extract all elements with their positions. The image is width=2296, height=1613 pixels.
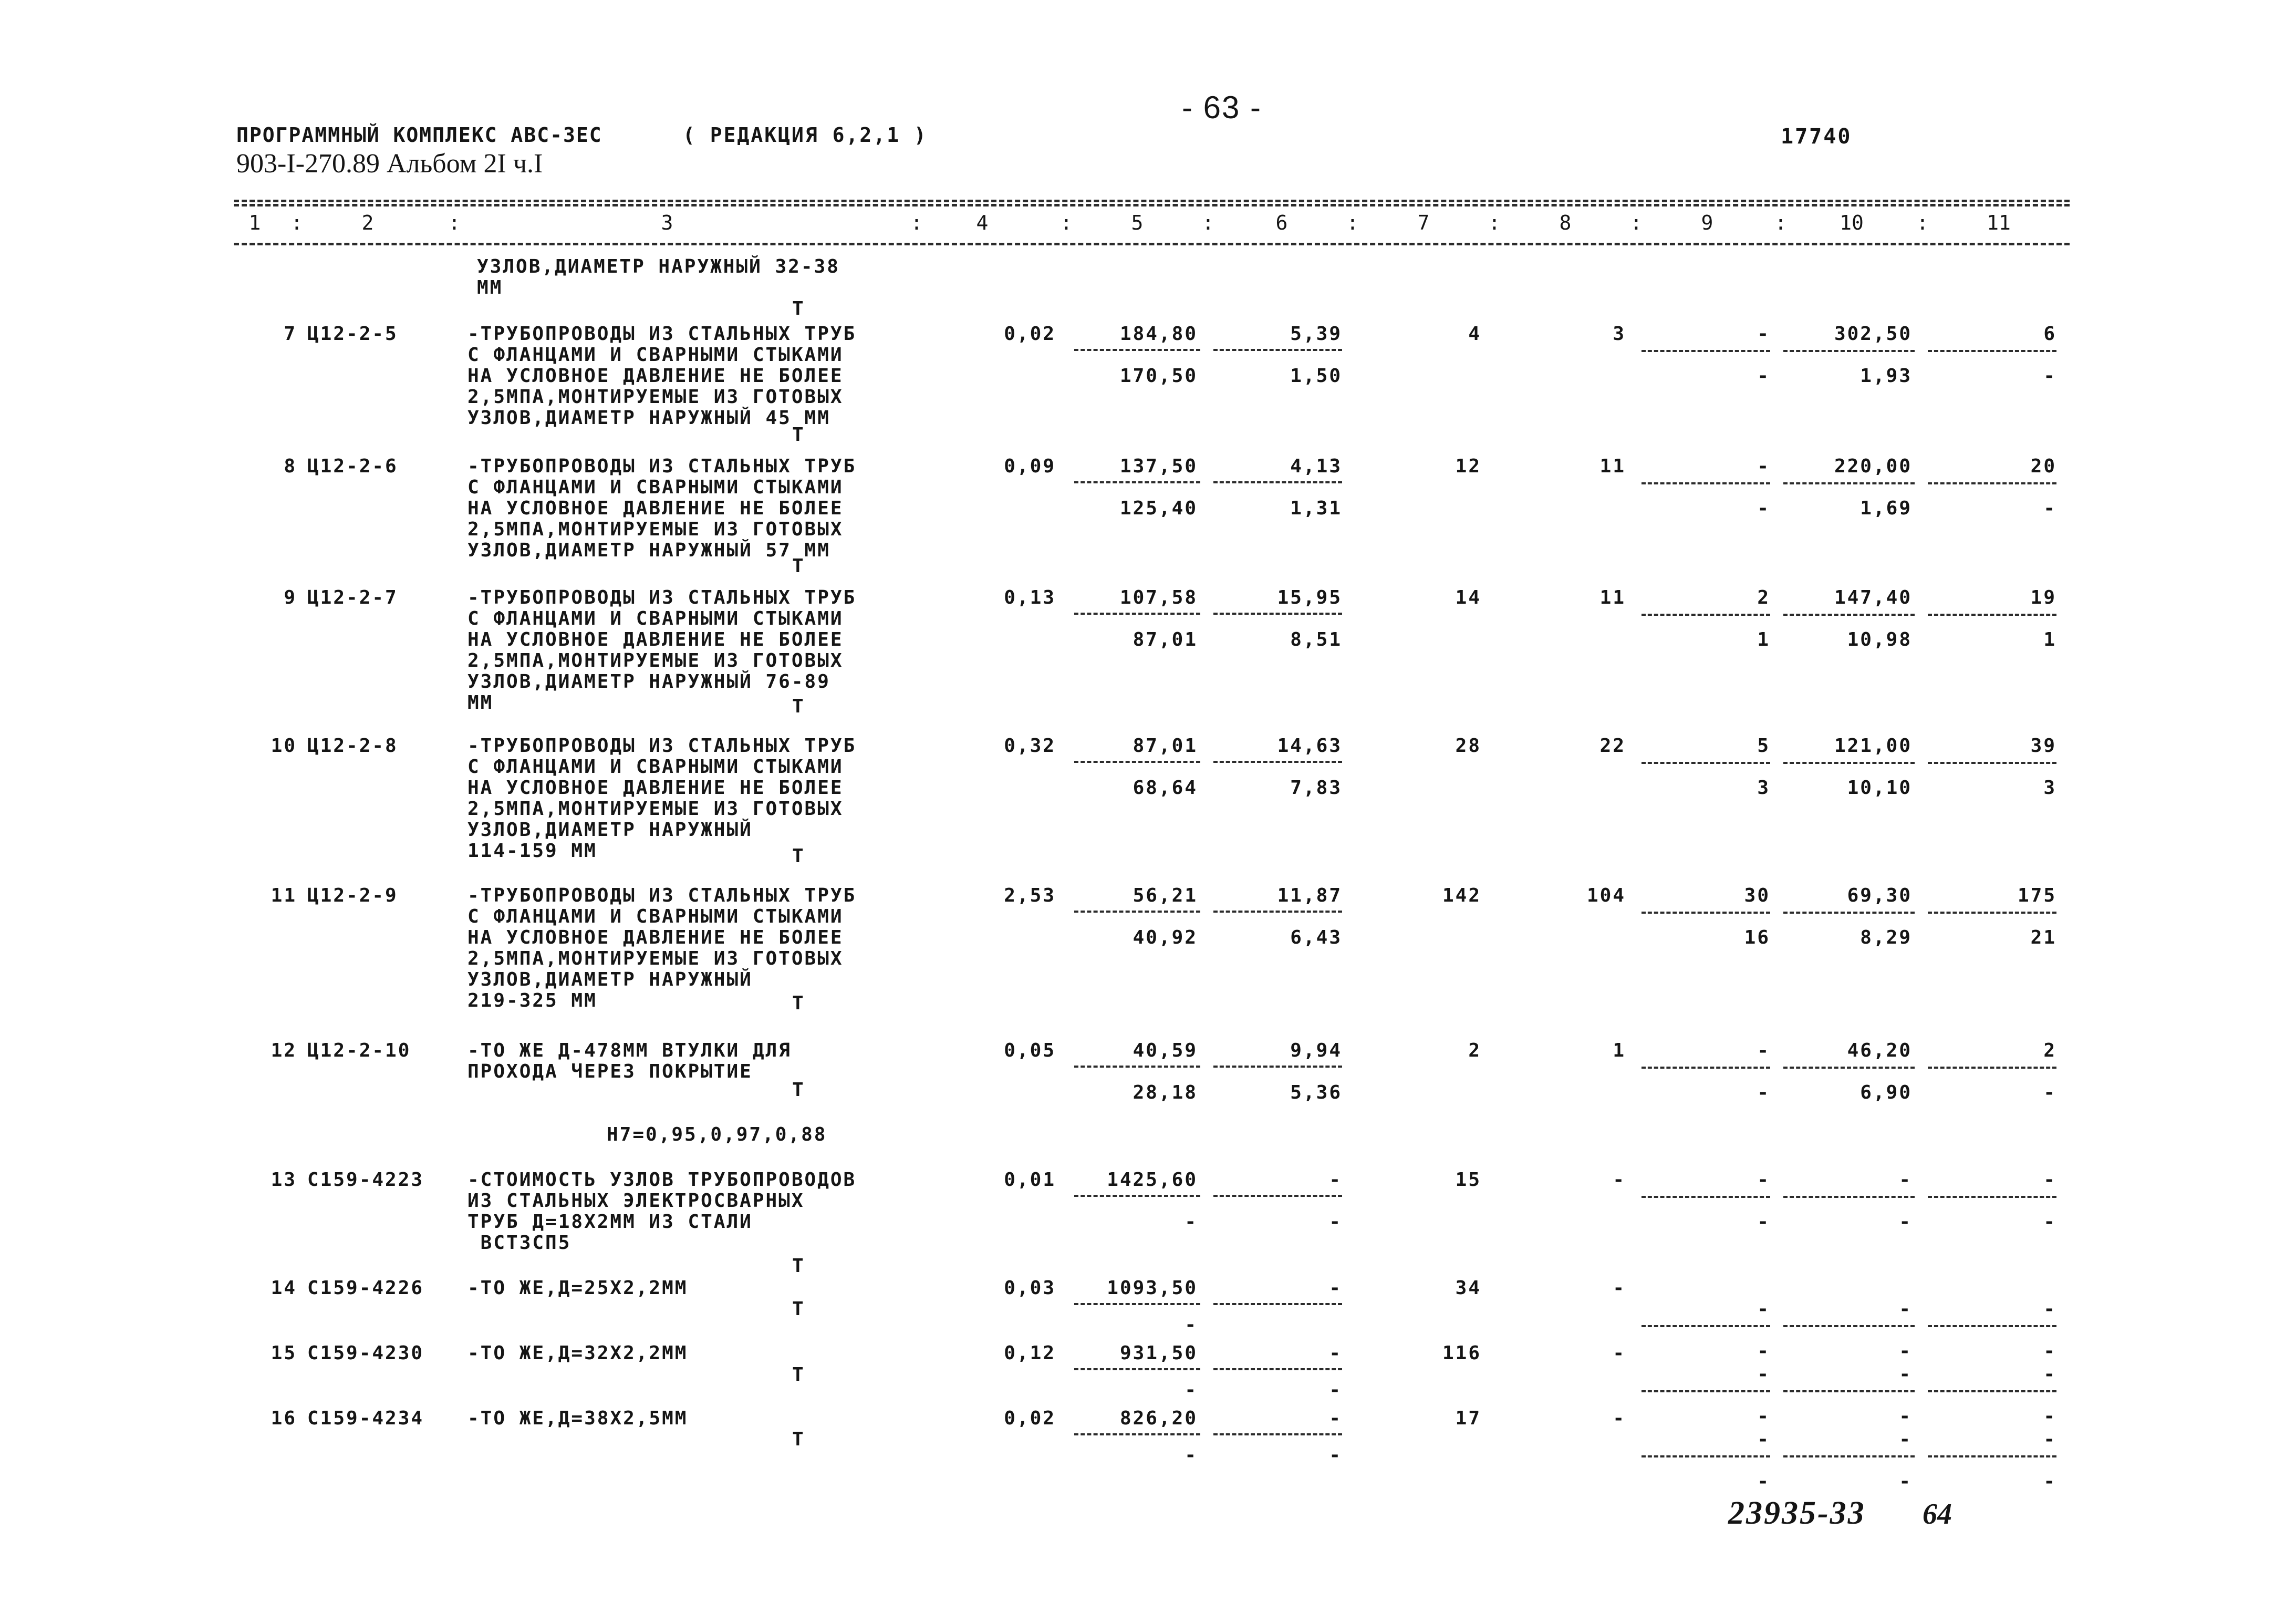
row-description-line: УЗЛОВ,ДИАМЕТР НАРУЖНЫЙ 57 ММ <box>467 540 830 561</box>
row-col5-bottom: 68,64 <box>1133 777 1198 799</box>
row-col11-top: - <box>2043 1169 2056 1191</box>
row-description-line: -ТРУБОПРОВОДЫ ИЗ СТАЛЬНЫХ ТРУБ <box>467 323 857 345</box>
row-number: 9 <box>284 587 297 608</box>
fraction-line-col5 <box>1074 481 1200 483</box>
fraction-line-col9 <box>1642 1196 1770 1198</box>
row-col11-bottom: - <box>2043 1211 2056 1233</box>
row-unit-mark: Т <box>792 845 804 867</box>
fraction-line-col9 <box>1642 350 1770 352</box>
row-number: 11 <box>271 885 297 906</box>
row-description-line: 2,5МПА,МОНТИРУЕМЫЕ ИЗ ГОТОВЫХ <box>467 519 844 540</box>
fraction-line-col11 <box>1928 614 2056 616</box>
row-col6-top: 15,95 <box>1277 587 1342 608</box>
row-col6-bottom: 5,36 <box>1290 1082 1342 1103</box>
row-number: 12 <box>271 1040 297 1061</box>
row-col9-top: 5 <box>1757 735 1770 757</box>
row-code: Ц12-2-8 <box>307 735 398 757</box>
row-code: Ц12-2-9 <box>307 885 398 906</box>
column-separator: : <box>448 211 461 234</box>
row-code: С159-4234 <box>307 1408 424 1429</box>
row-col6-top: 5,39 <box>1290 323 1342 345</box>
column-separator: : <box>1346 211 1359 234</box>
fraction-line-col10 <box>1783 1455 1915 1457</box>
row-col11-top: - <box>2043 1298 2056 1320</box>
fraction-line-col5 <box>1074 1433 1200 1435</box>
row-number: 10 <box>271 735 297 757</box>
fraction-line-col9 <box>1642 614 1770 616</box>
fraction-line-col5 <box>1074 1066 1200 1068</box>
row-col4: 0,01 <box>1004 1169 1056 1191</box>
fraction-line-col5 <box>1074 349 1200 351</box>
row-col10-bottom: - <box>1899 1340 1912 1362</box>
fraction-line-col11 <box>1928 1325 2056 1327</box>
row-col10-top: - <box>1899 1298 1912 1320</box>
row-col11-top: 39 <box>2030 735 2056 757</box>
fraction-line-col11 <box>1928 1455 2056 1457</box>
fraction-line-col11 <box>1928 912 2056 914</box>
row-col5-top: 1425,60 <box>1107 1169 1198 1191</box>
row-col5-bottom: 125,40 <box>1119 498 1198 519</box>
row-col11-bottom: 3 <box>2043 777 2056 799</box>
row-col6-bottom: 1,50 <box>1290 365 1342 387</box>
row-description-line: 2,5МПА,МОНТИРУЕМЫЕ ИЗ ГОТОВЫХ <box>467 948 844 969</box>
row-col8: 104 <box>1586 885 1626 906</box>
row-col5-top: 1093,50 <box>1107 1277 1198 1299</box>
row-col10-bottom: 10,98 <box>1847 629 1912 650</box>
column-header-6: 6 <box>1275 211 1288 234</box>
row-col4: 2,53 <box>1004 885 1056 906</box>
row-col10-bottom: 1,69 <box>1860 498 1912 519</box>
column-header-4: 4 <box>976 211 989 234</box>
row-description-line: -ТРУБОПРОВОДЫ ИЗ СТАЛЬНЫХ ТРУБ <box>467 587 857 608</box>
row-col6-bottom: - <box>1329 1211 1342 1233</box>
row-description-line: -ТРУБОПРОВОДЫ ИЗ СТАЛЬНЫХ ТРУБ <box>467 885 857 906</box>
row-col4: 0,32 <box>1004 735 1056 757</box>
row-description-line: НА УСЛОВНОЕ ДАВЛЕНИЕ НЕ БОЛЕЕ <box>467 629 844 650</box>
row-col6-bottom: - <box>1329 1379 1342 1401</box>
row-col9-bottom: - <box>1757 498 1770 519</box>
fraction-line-col9 <box>1642 762 1770 764</box>
continuation-line-2: ММ <box>477 277 503 298</box>
row-col11-bottom: 1 <box>2043 629 2056 650</box>
row-col6-top: 14,63 <box>1277 735 1342 757</box>
fraction-line-col10 <box>1783 482 1915 484</box>
row-col6-top: - <box>1329 1277 1342 1299</box>
row-col4: 0,12 <box>1004 1342 1056 1364</box>
row-unit-mark: Т <box>792 1255 804 1277</box>
row-col9-bottom: - <box>1757 365 1770 387</box>
row-col7: 116 <box>1442 1342 1481 1364</box>
row-col8: 1 <box>1613 1040 1626 1061</box>
row-code: С159-4226 <box>307 1277 424 1299</box>
row-col5-bottom: - <box>1185 1379 1198 1401</box>
row-col10-top: - <box>1899 1429 1912 1450</box>
row-description-line: ММ <box>467 692 494 714</box>
fraction-line-col10 <box>1783 762 1915 764</box>
row-col5-top: 137,50 <box>1119 456 1198 477</box>
album-reference: 903-I-270.89 Альбом 2I ч.I <box>236 149 543 179</box>
row-description-line: 114-159 ММ <box>467 840 597 862</box>
row-col8: 11 <box>1599 456 1626 477</box>
row-col11-bottom: - <box>2043 1405 2056 1427</box>
column-separator: : <box>1774 211 1787 234</box>
row-col4: 0,05 <box>1004 1040 1056 1061</box>
row-col5-bottom: - <box>1185 1444 1198 1466</box>
row-col5-bottom: - <box>1185 1211 1198 1233</box>
row-col10-bottom: 8,29 <box>1860 927 1912 948</box>
row-unit-mark: Т <box>792 1429 804 1450</box>
row-col10-top: - <box>1899 1363 1912 1385</box>
document-code: 17740 <box>1781 125 1852 149</box>
table-top-rule-2 <box>234 204 2070 206</box>
row-col5-top: 56,21 <box>1133 885 1198 906</box>
row-unit-mark: Т <box>792 424 804 446</box>
row-col8: - <box>1613 1169 1626 1191</box>
row-col5-top: 184,80 <box>1119 323 1198 345</box>
row-col5-top: 931,50 <box>1119 1342 1198 1364</box>
row-number: 14 <box>271 1277 297 1299</box>
fraction-line-col6 <box>1213 1066 1342 1068</box>
fraction-line-col5 <box>1074 613 1200 615</box>
row-col9-top: - <box>1757 1429 1770 1450</box>
fraction-line-col11 <box>1928 350 2056 352</box>
row-col10-top: 69,30 <box>1847 885 1912 906</box>
column-separator: : <box>1202 211 1214 234</box>
row-code: Ц12-2-6 <box>307 456 398 477</box>
row-description-line: -ТО ЖЕ Д-478ММ ВТУЛКИ ДЛЯ <box>467 1040 792 1061</box>
row-col7: 2 <box>1468 1040 1481 1061</box>
row-description-line: -ТО ЖЕ,Д=38Х2,5ММ <box>467 1408 688 1429</box>
continuation-line-1: УЗЛОВ,ДИАМЕТР НАРУЖНЫЙ 32-38 <box>477 256 840 277</box>
row-col9-bottom: - <box>1757 1405 1770 1427</box>
row-col9-top: 30 <box>1744 885 1770 906</box>
column-separator: : <box>910 211 923 234</box>
table-top-rule <box>234 200 2070 202</box>
fraction-line-col5 <box>1074 761 1200 763</box>
coefficient-note: Н7=0,95,0,97,0,88 <box>607 1124 827 1145</box>
fraction-line-col9 <box>1642 1067 1770 1069</box>
fraction-line-col10 <box>1783 614 1915 616</box>
row-col10-top: 46,20 <box>1847 1040 1912 1061</box>
row-code: Ц12-2-5 <box>307 323 398 345</box>
footer-document-number: 23935-33 <box>1728 1495 1866 1531</box>
fraction-line-col10 <box>1783 1196 1915 1198</box>
row-col7: 17 <box>1455 1408 1481 1429</box>
row-col9-top: - <box>1757 323 1770 345</box>
row-col11-top: 19 <box>2030 587 2056 608</box>
column-separator: : <box>1060 211 1073 234</box>
row-description-line: -ТРУБОПРОВОДЫ ИЗ СТАЛЬНЫХ ТРУБ <box>467 735 857 757</box>
row-col5-bottom: 87,01 <box>1133 629 1198 650</box>
row-number: 13 <box>271 1169 297 1191</box>
fraction-line-col11 <box>1928 482 2056 484</box>
row-col10-bottom: - <box>1899 1405 1912 1427</box>
row-description-line: -ТРУБОПРОВОДЫ ИЗ СТАЛЬНЫХ ТРУБ <box>467 456 857 477</box>
row-col10-top: 220,00 <box>1834 456 1912 477</box>
row-unit-mark: Т <box>792 1298 804 1320</box>
row-col8: 22 <box>1599 735 1626 757</box>
row-description-line: ИЗ СТАЛЬНЫХ ЭЛЕКТРОСВАРНЫХ <box>467 1190 805 1212</box>
fraction-line-col10 <box>1783 350 1915 352</box>
column-separator: : <box>1630 211 1643 234</box>
row-col6-top: - <box>1329 1342 1342 1364</box>
row-col11-top: - <box>2043 1363 2056 1385</box>
row-description-line: -ТО ЖЕ,Д=32Х2,2ММ <box>467 1342 688 1364</box>
row-col4: 0,13 <box>1004 587 1056 608</box>
program-name: ПРОГРАММНЫЙ КОМПЛЕКС АВС-3ЕС <box>236 123 602 147</box>
row-col8: 3 <box>1613 323 1626 345</box>
row-col9-bottom: 1 <box>1757 629 1770 650</box>
row-col11-bottom: - <box>2043 1082 2056 1103</box>
row-description-line: -СТОИМОСТЬ УЗЛОВ ТРУБОПРОВОДОВ <box>467 1169 857 1191</box>
row-col10-bottom: 6,90 <box>1860 1082 1912 1103</box>
row-col11-top: - <box>2043 1429 2056 1450</box>
row-description-line: 2,5МПА,МОНТИРУЕМЫЕ ИЗ ГОТОВЫХ <box>467 386 844 408</box>
fraction-line-col6 <box>1213 481 1342 483</box>
row-col11-top: 20 <box>2030 456 2056 477</box>
column-header-2: 2 <box>361 211 374 234</box>
row-col7: 4 <box>1468 323 1481 345</box>
row-col7: 28 <box>1455 735 1481 757</box>
row-col8: - <box>1613 1408 1626 1429</box>
row-col9-bottom: 3 <box>1757 777 1770 799</box>
row-col11-bottom: - <box>2043 1471 2056 1492</box>
row-unit-mark: Т <box>792 1079 804 1101</box>
row-unit-mark: Т <box>792 555 804 577</box>
row-col9-bottom: - <box>1757 1211 1770 1233</box>
row-col11-top: 6 <box>2043 323 2056 345</box>
column-separator: : <box>290 211 303 234</box>
row-col8: - <box>1613 1277 1626 1299</box>
row-description-line: 2,5МПА,МОНТИРУЕМЫЕ ИЗ ГОТОВЫХ <box>467 798 844 820</box>
fraction-line-col5 <box>1074 911 1200 913</box>
fraction-line-col6 <box>1213 1303 1342 1305</box>
edition-label: ( РЕДАКЦИЯ 6,2,1 ) <box>683 123 928 147</box>
row-col10-bottom: - <box>1899 1211 1912 1233</box>
row-description-line: 219-325 ММ <box>467 990 597 1011</box>
column-separator: : <box>1488 211 1501 234</box>
row-col9-top: - <box>1757 1040 1770 1061</box>
row-col10-bottom: 1,93 <box>1860 365 1912 387</box>
fraction-line-col11 <box>1928 1067 2056 1069</box>
row-description-line: С ФЛАНЦАМИ И СВАРНЫМИ СТЫКАМИ <box>467 906 844 927</box>
row-col5-top: 40,59 <box>1133 1040 1198 1061</box>
row-col10-top: 302,50 <box>1834 323 1912 345</box>
row-description-line: НА УСЛОВНОЕ ДАВЛЕНИЕ НЕ БОЛЕЕ <box>467 498 844 519</box>
row-col7: 14 <box>1455 587 1481 608</box>
fraction-line-col9 <box>1642 1455 1770 1457</box>
row-col9-top: 2 <box>1757 587 1770 608</box>
row-col9-top: - <box>1757 456 1770 477</box>
row-col9-bottom: 16 <box>1744 927 1770 948</box>
fraction-line-col5 <box>1074 1368 1200 1370</box>
fraction-line-col6 <box>1213 349 1342 351</box>
row-col9-top: - <box>1757 1169 1770 1191</box>
row-col6-bottom: 8,51 <box>1290 629 1342 650</box>
row-description-line: УЗЛОВ,ДИАМЕТР НАРУЖНЫЙ 76-89 <box>467 671 830 692</box>
fraction-line-col6 <box>1213 613 1342 615</box>
row-col5-top: 87,01 <box>1133 735 1198 757</box>
footer-sheet-number: 64 <box>1923 1498 1952 1531</box>
column-header-1: 1 <box>248 211 261 234</box>
row-col7: 34 <box>1455 1277 1481 1299</box>
row-number: 7 <box>284 323 297 345</box>
column-header-7: 7 <box>1417 211 1430 234</box>
fraction-line-col9 <box>1642 1325 1770 1327</box>
row-unit-mark: Т <box>792 992 804 1014</box>
row-description-line: УЗЛОВ,ДИАМЕТР НАРУЖНЫЙ <box>467 969 753 990</box>
row-col11-top: 175 <box>2017 885 2056 906</box>
fraction-line-col11 <box>1928 1196 2056 1198</box>
row-col7: 12 <box>1455 456 1481 477</box>
table-header-rule <box>234 243 2070 245</box>
row-col6-bottom: 6,43 <box>1290 927 1342 948</box>
row-col6-top: 4,13 <box>1290 456 1342 477</box>
column-header-8: 8 <box>1559 211 1572 234</box>
row-number: 8 <box>284 456 297 477</box>
row-code: Ц12-2-7 <box>307 587 398 608</box>
fraction-line-col10 <box>1783 1325 1915 1327</box>
page-number: - 63 - <box>1182 90 1262 125</box>
row-col6-top: 11,87 <box>1277 885 1342 906</box>
row-col5-bottom: 40,92 <box>1133 927 1198 948</box>
fraction-line-col10 <box>1783 912 1915 914</box>
row-description-line: НА УСЛОВНОЕ ДАВЛЕНИЕ НЕ БОЛЕЕ <box>467 365 844 387</box>
row-description-line: ВСТ3СП5 <box>467 1232 572 1254</box>
fraction-line-col6 <box>1213 1433 1342 1435</box>
row-description-line: С ФЛАНЦАМИ И СВАРНЫМИ СТЫКАМИ <box>467 344 844 366</box>
fraction-line-col9 <box>1642 912 1770 914</box>
row-description-line: НА УСЛОВНОЕ ДАВЛЕНИЕ НЕ БОЛЕЕ <box>467 927 844 948</box>
fraction-line-col10 <box>1783 1390 1915 1392</box>
row-col10-top: 147,40 <box>1834 587 1912 608</box>
row-col4: 0,09 <box>1004 456 1056 477</box>
row-col11-bottom: - <box>2043 1340 2056 1362</box>
row-col5-top: 826,20 <box>1119 1408 1198 1429</box>
row-col6-top: - <box>1329 1408 1342 1429</box>
continuation-mark: Т <box>792 298 804 319</box>
row-col10-top: - <box>1899 1169 1912 1191</box>
row-description-line: УЗЛОВ,ДИАМЕТР НАРУЖНЫЙ <box>467 819 753 841</box>
row-col5-bottom: 28,18 <box>1133 1082 1198 1103</box>
column-header-9: 9 <box>1701 211 1713 234</box>
row-description-line: 2,5МПА,МОНТИРУЕМЫЕ ИЗ ГОТОВЫХ <box>467 650 844 671</box>
row-col9-bottom: - <box>1757 1340 1770 1362</box>
fraction-line-col10 <box>1783 1067 1915 1069</box>
fraction-line-col5 <box>1074 1303 1200 1305</box>
fraction-line-col6 <box>1213 1195 1342 1197</box>
row-col11-bottom: - <box>2043 365 2056 387</box>
fraction-line-col11 <box>1928 1390 2056 1392</box>
fraction-line-col6 <box>1213 1368 1342 1370</box>
row-number: 15 <box>271 1342 297 1364</box>
row-col8: 11 <box>1599 587 1626 608</box>
row-description-line: НА УСЛОВНОЕ ДАВЛЕНИЕ НЕ БОЛЕЕ <box>467 777 844 799</box>
row-description-line: ПРОХОДА ЧЕРЕЗ ПОКРЫТИЕ <box>467 1061 753 1082</box>
row-col6-bottom: 1,31 <box>1290 498 1342 519</box>
row-col7: 142 <box>1442 885 1481 906</box>
row-description-line: -ТО ЖЕ,Д=25Х2,2ММ <box>467 1277 688 1299</box>
row-code: Ц12-2-10 <box>307 1040 411 1061</box>
row-col5-bottom: - <box>1185 1314 1198 1336</box>
row-col7: 15 <box>1455 1169 1481 1191</box>
row-col6-top: - <box>1329 1169 1342 1191</box>
row-col4: 0,02 <box>1004 1408 1056 1429</box>
row-unit-mark: Т <box>792 1364 804 1385</box>
column-header-3: 3 <box>661 211 673 234</box>
row-col4: 0,02 <box>1004 323 1056 345</box>
row-description-line: С ФЛАНЦАМИ И СВАРНЫМИ СТЫКАМИ <box>467 756 844 778</box>
fraction-line-col5 <box>1074 1195 1200 1197</box>
row-col10-top: 121,00 <box>1834 735 1912 757</box>
row-col9-top: - <box>1757 1298 1770 1320</box>
row-col5-top: 107,58 <box>1119 587 1198 608</box>
row-col6-bottom: 7,83 <box>1290 777 1342 799</box>
column-separator: : <box>1916 211 1929 234</box>
row-col6-bottom: - <box>1329 1444 1342 1466</box>
row-number: 16 <box>271 1408 297 1429</box>
row-description-line: С ФЛАНЦАМИ И СВАРНЫМИ СТЫКАМИ <box>467 608 844 629</box>
row-col10-bottom: - <box>1899 1471 1912 1492</box>
row-description-line: С ФЛАНЦАМИ И СВАРНЫМИ СТЫКАМИ <box>467 477 844 498</box>
row-description-line: ТРУБ Д=18Х2ММ ИЗ СТАЛИ <box>467 1211 753 1233</box>
row-col9-bottom: - <box>1757 1082 1770 1103</box>
row-description-line: УЗЛОВ,ДИАМЕТР НАРУЖНЫЙ 45 ММ <box>467 407 830 429</box>
row-col6-top: 9,94 <box>1290 1040 1342 1061</box>
row-col8: - <box>1613 1342 1626 1364</box>
row-code: С159-4230 <box>307 1342 424 1364</box>
fraction-line-col9 <box>1642 1390 1770 1392</box>
row-unit-mark: Т <box>792 696 804 717</box>
fraction-line-col11 <box>1928 762 2056 764</box>
row-col9-top: - <box>1757 1363 1770 1385</box>
column-header-10: 10 <box>1840 211 1864 234</box>
row-col11-bottom: - <box>2043 498 2056 519</box>
row-col11-bottom: 21 <box>2030 927 2056 948</box>
row-col11-top: 2 <box>2043 1040 2056 1061</box>
column-header-11: 11 <box>1987 211 2011 234</box>
fraction-line-col6 <box>1213 761 1342 763</box>
column-header-5: 5 <box>1131 211 1144 234</box>
row-col9-bottom: - <box>1757 1471 1770 1492</box>
fraction-line-col6 <box>1213 911 1342 913</box>
row-code: С159-4223 <box>307 1169 424 1191</box>
fraction-line-col9 <box>1642 482 1770 484</box>
row-col5-bottom: 170,50 <box>1119 365 1198 387</box>
row-col10-bottom: 10,10 <box>1847 777 1912 799</box>
row-col4: 0,03 <box>1004 1277 1056 1299</box>
